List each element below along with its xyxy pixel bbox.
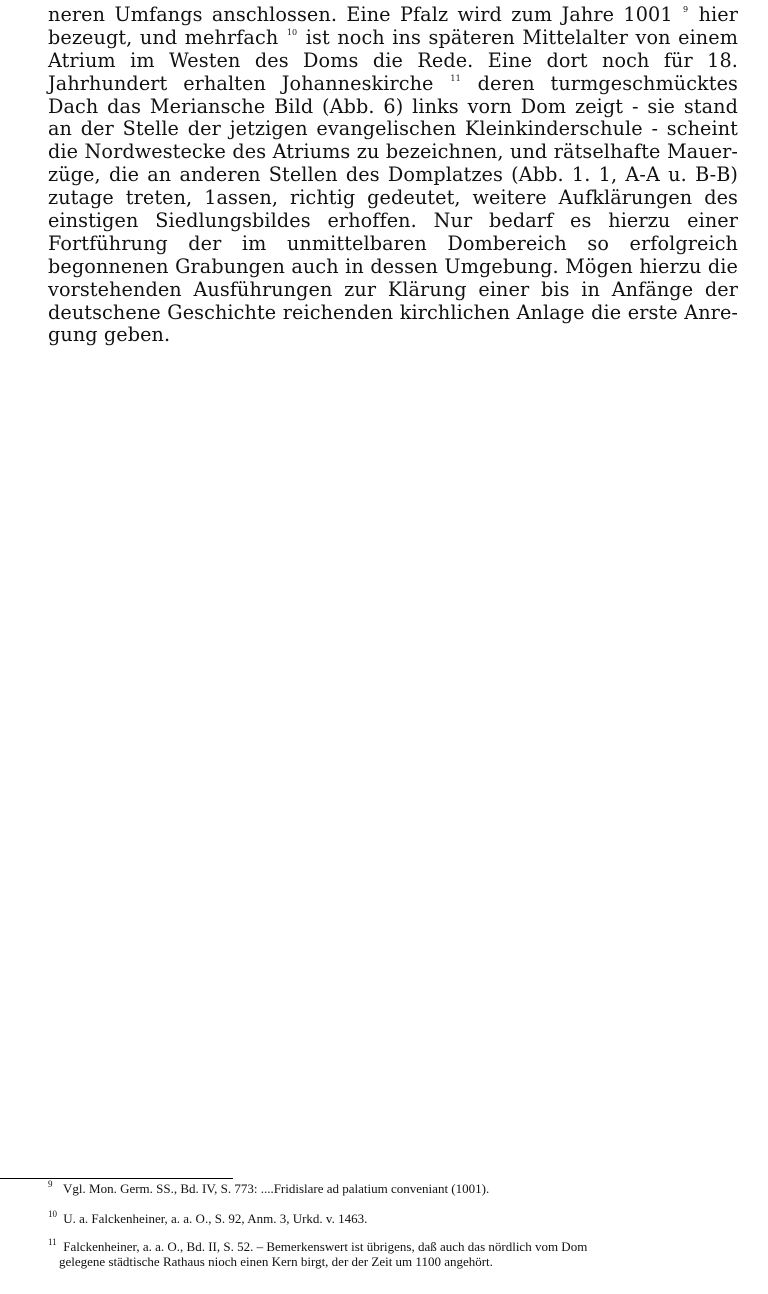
text-line: an der Stelle der jetzigen evangelischen Kleinkinderschule - scheint	[48, 117, 738, 141]
text-line: begonnenen Grabungen auch in dessen Umgebung. Mögen hierzu die	[48, 254, 738, 278]
footnote-10: 10 U. a. Falckenheiner, a. a. O., S. 92, Anm. 3, Urkd. v. 1463.	[48, 1209, 368, 1226]
footnote-separator	[0, 1178, 233, 1179]
text-line: gung geben.	[48, 323, 171, 347]
text-line: die Nordwestecke des Atriums zu bezeichnen, und rätselhafte Mauer-	[48, 140, 738, 164]
footnote-text: U. a. Falckenheiner, a. a. O., S. 92, Anm. 3, Urkd. v. 1463.	[63, 1211, 368, 1226]
footnote-text-continued: gelegene städtische Rathaus nioch einen Kern birgt, der der Zeit um 1100 angehört.	[59, 1254, 493, 1269]
text-line: deutschene Geschichte reichenden kirchlichen Anlage die erste Anre-	[48, 300, 738, 324]
footnote-ref[interactable]: 9	[683, 5, 689, 14]
text-line: züge, die an anderen Stellen des Domplatzes (Abb. 1. 1, A-A u. B-B)	[48, 163, 738, 187]
footnote-9: 9 Vgl. Mon. Germ. SS., Bd. IV, S. 773: ....Fridislare ad palatium conveniant (1001).	[48, 1179, 490, 1196]
text-line: zutage treten, 1assen, richtig gedeutet, weitere Aufklärungen des	[48, 186, 738, 210]
text-line: Fortführung der im unmittelbaren Dombereich so erfolgreich	[48, 231, 738, 255]
footnote-ref[interactable]: 11	[450, 73, 461, 83]
footnote-11: 11 Falckenheiner, a. a. O., Bd. II, S. 52. – Bemerkenswert ist übrigens, daß auch das nördlich vom Dom gelegene städtische Rathaus nioch einen Kern birgt, der der Zeit um 1100 angehört.	[48, 1239, 740, 1269]
text-line: Jahrhundert erhalten Johanneskirche $^{11}$ deren turmgeschmücktes	[48, 71, 739, 95]
text-line: Atrium im Westen des Doms die Rede. Eine dort noch für 18.	[48, 48, 738, 72]
text-line: bezeugt, und mehrfach $^{10}$ ist noch ins späteren Mittelalter von einem	[48, 25, 739, 49]
footnote-text: Falckenheiner, a. a. O., Bd. II, S. 52. – Bemerkenswert ist übrigens, daß auch das nördlich vom Dom	[63, 1239, 588, 1254]
footnote-text: Vgl. Mon. Germ. SS., Bd. IV, S. 773: ....Fridislare ad palatium conveniant (1001).	[63, 1181, 490, 1196]
footnote-ref[interactable]: 10	[286, 27, 298, 37]
text-line: vorstehenden Ausführungen zur Klärung einer bis in Anfänge der	[48, 277, 738, 301]
text-line: einstigen Siedlungsbildes erhoffen. Nur bedarf es hierzu einer	[48, 209, 738, 233]
text-line: neren Umfangs anschlossen. Eine Pfalz wird zum Jahre 1001 $^9$ hier	[48, 3, 739, 26]
text-line: Dach das Meriansche Bild (Abb. 6) links vorn Dom zeigt - sie stand	[48, 94, 738, 118]
body-text	[48, 4, 738, 347]
